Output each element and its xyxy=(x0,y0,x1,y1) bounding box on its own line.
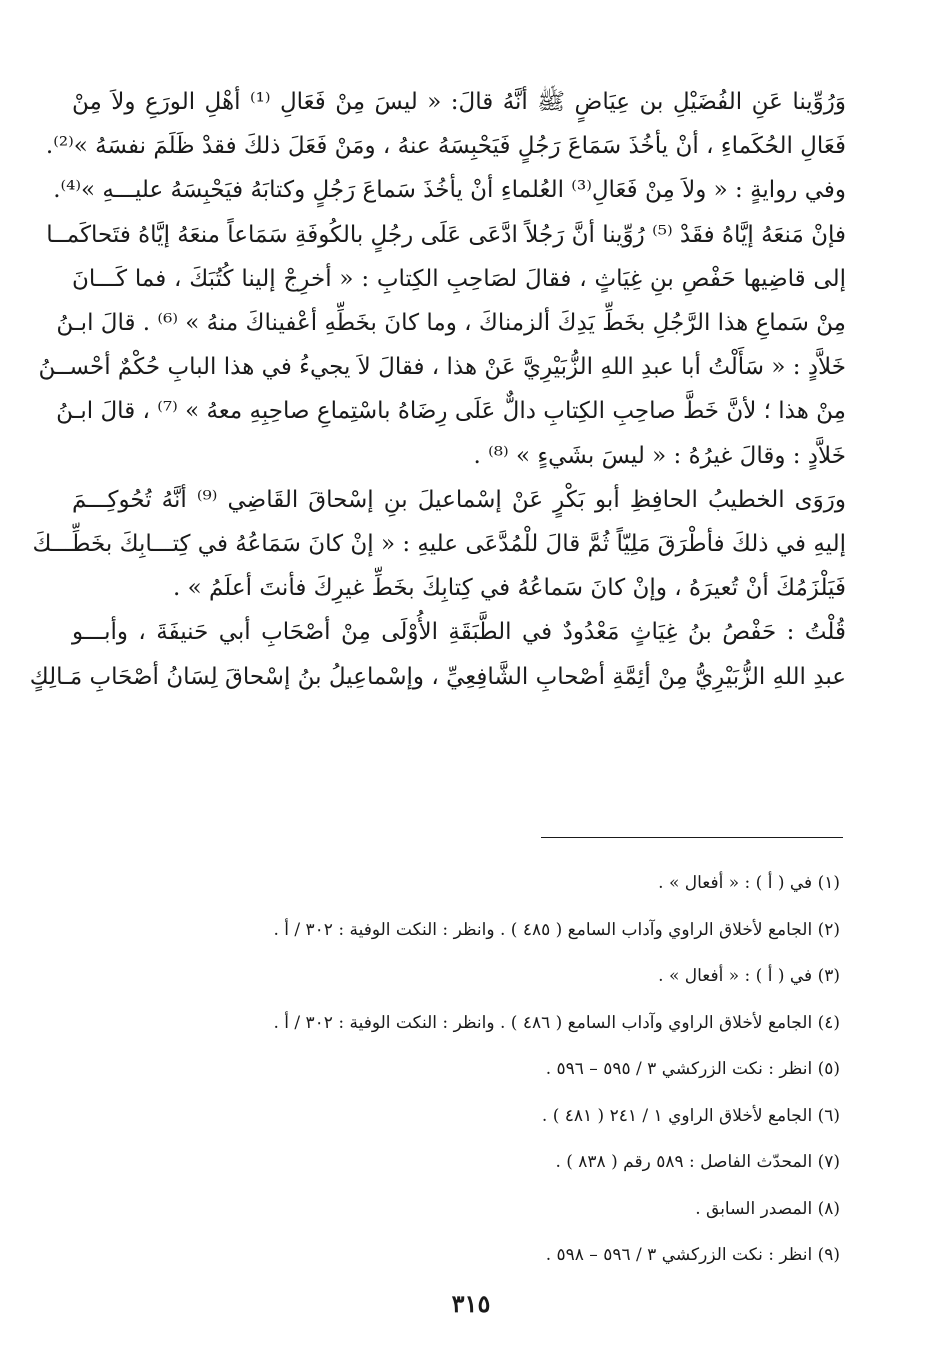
text-line: وفي روايةٍ : « ولاَ مِنْ فَعَالِ⁽³⁾ العُلماءِ أنْ يأخُذَ سَماعَ رَجُلٍ وكتابَهُ فيَحْبِسَهُ عليـــهِ »⁽⁴⁾. xyxy=(53,177,846,204)
text-line: إلى قاضِيها حَفْصِ بنِ غِيَاثٍ ، فقالَ لصَاحِبِ الكِتابِ : « أخرِجْ إلينا كُتُبَكَ ، فما كَـــانَ xyxy=(72,265,846,292)
footnote: (٤) الجامع لأخلاق الراوي وآداب السامع ( ٤٨٦ ) . وانظر : النكت الوفية : ٣٠٢ / أ . xyxy=(273,1012,840,1033)
main-text xyxy=(29,80,847,699)
text-line: فَعَالِ الحُكَماءِ ، أنْ يأخُذَ سَمَاعَ رَجُلٍ فَيَحْبِسَهُ عنهُ ، ومَنْ فَعَلَ ذلكَ فقدْ ظَلَمَ نفسَهُ »⁽²⁾. xyxy=(45,133,846,160)
page-number: ٣١٥ xyxy=(451,1289,491,1318)
text-line: مِنْ هذا ؛ لأنَّ خَطَّ صاحِبِ الكِتابِ دالٌّ عَلَى رِضَاهُ باسْتِماعِ صاحِبِهِ معهُ » ⁽⁷⁾ ، قالَ ابـنُ xyxy=(56,398,846,425)
text-line: ورَوَى الخطيبُ الحافِظِ أبو بَكْرٍ عَنْ إسْماعيلَ بنِ إسْحاقَ القَاضِي ⁽⁹⁾ أنَّهُ تُحُوكِـــمَ xyxy=(72,486,846,513)
text-line: عبدِ اللهِ الزُّبَيْرِيُّ مِنْ أئِمَّةِ أصْحابِ الشَّافِعِيِّ ، وإسْماعِيلُ بنُ إسْحاقَ لِسَانُ أصْحَابِ مَـالِكٍ xyxy=(29,663,846,690)
footnote: (٥) انظر : نكت الزركشي ٣ / ٥٩٥ – ٥٩٦ . xyxy=(545,1059,840,1079)
text-line: خَلاَّدٍ : وقالَ غيرُهُ : « ليسَ بشَيءٍ » ⁽⁸⁾ . xyxy=(473,442,846,469)
text-line: مِنْ سَماعِ هذا الرَّجُلِ بخَطِّ يَدِكَ ألزمناكَ ، وما كانَ بخَطِّهِ أعْفيناكَ منهُ » ⁽⁶⁾ . قالَ ابـنُ xyxy=(56,310,846,337)
text-line: قُلْتُ : حَفْصُ بنُ غِيَاثٍ مَعْدُودٌ في الطَّبَقَةِ الأُوْلَى مِنْ أصْحَابِ أبي حَنيفَةَ ، وأبـــو xyxy=(72,619,846,646)
text-line: وَرُوِّينا عَنِ الفُضَيْلِ بن عِيَاضٍ ﷺ أنَّهُ قالَ: « ليسَ مِنْ فَعَالِ ⁽¹⁾ أهْلِ الورَعِ ولاَ مِنْ xyxy=(72,89,847,115)
footnote: (٣) في ( أ ) : « أفعال » . xyxy=(658,966,840,986)
footnote-separator xyxy=(541,837,843,838)
footnote: (٢) الجامع لأخلاق الراوي وآداب السامع ( ٤٨٥ ) . وانظر : النكت الوفية : ٣٠٢ / أ . xyxy=(273,919,840,940)
footnote: (٧) المحدّث الفاصل : ٥٨٩ رقم ( ٨٣٨ ) . xyxy=(555,1152,840,1172)
text-line: إليهِ في ذلكَ فأطْرَقَ مَلِيّاً ثُمَّ قالَ للْمُدَّعَى عليهِ : « إنْ كانَ سَمَاعُهُ في كِتـــابِكَ بخَطِّـــكَ xyxy=(32,531,846,558)
text-line: خَلاَّدٍ : « سَأَلْتُ أبا عبدِ اللهِ الزُّبَيْرِيَّ عَنْ هذا ، فقالَ لاَ يجيءُ في هذا البابِ حُكْمٌ أحْســنُ xyxy=(38,354,846,381)
footnote: (٨) المصدر السابق . xyxy=(695,1198,840,1219)
footnotes xyxy=(100,860,840,1279)
footnote: (١) في ( أ ) : « أفعال » . xyxy=(658,873,840,893)
footnote: (٩) انظر : نكت الزركشي ٣ / ٥٩٦ – ٥٩٨ . xyxy=(545,1245,840,1265)
footnote: (٦) الجامع لأخلاق الراوي ١ / ٢٤١ ( ٤٨١ ) . xyxy=(541,1105,840,1126)
text-line: فإنْ مَنعَهُ إيَّاهُ فقَدْ ⁽⁵⁾ رُوِّينا أنَّ رَجُلاً ادَّعَى عَلَى رجُلٍ بالكُوفَةِ سَمَاعاً منعَهُ إيَّاهُ فتَحاكَمــا xyxy=(46,221,846,248)
text-line: فَيَلْزَمُكَ أنْ تُعيرَهُ ، وإنْ كانَ سَماعُهُ في كِتابِكَ بخَطِّ غيرِكَ فأنتَ أعلَمُ » . xyxy=(173,575,846,602)
